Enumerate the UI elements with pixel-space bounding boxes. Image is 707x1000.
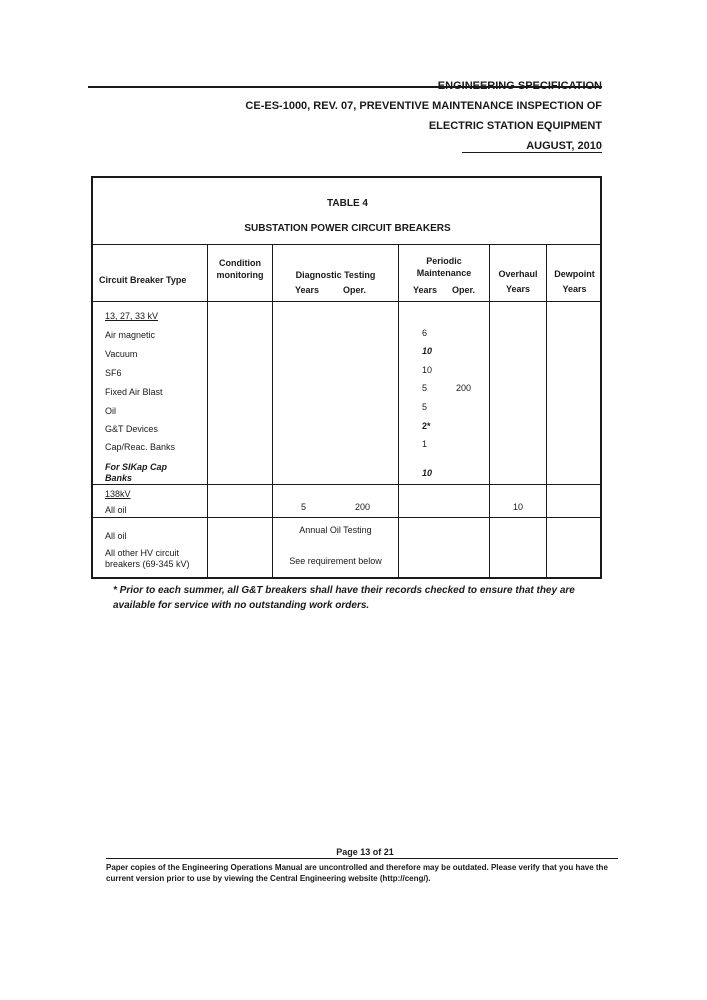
header-periodic-1: Periodic [426,256,462,266]
table-title: SUBSTATION POWER CIRCUIT BREAKERS [244,223,451,234]
section2-diag-years: 5 [301,502,307,512]
row-type: Cap/Reac. Banks [105,442,176,452]
col-divider-4 [489,244,490,579]
header-overhaul-years: Years [505,284,531,294]
doc-date: AUGUST, 2010 [526,140,602,152]
section3-row2-type: All other HV circuit [105,548,180,558]
section3-row2-type-line-2: breakers (69-345 kV) [105,559,190,569]
footer-disclaimer: Paper copies of the Engineering Operations Manual are uncontrolled and therefore may be outdated. Please verify that you have the current version prior to use by viewing the Central Engineering website (http://ceng/). [106,863,608,883]
row-type: Oil [105,406,116,416]
row-type-line-2: Banks [105,473,133,483]
header-periodic-years: Years [413,285,438,295]
table-number: TABLE 4 [327,198,368,209]
header-diag-years: Years [295,285,320,295]
header-divider [93,301,602,302]
breaker-table [91,176,602,579]
doc-line-2: ELECTRIC STATION EQUIPMENT [428,120,602,132]
doc-line: CE-ES-1000, REV. 07, PREVENTIVE MAINTENANCE INSPECTION OF [245,100,602,112]
header-type: Circuit Breaker Type [99,275,187,285]
summer-note: * Prior to each summer, all G&T breakers shall have their records checked to ensure that they are available for service with no outstanding work orders. [113,585,575,611]
section2-diag-oper: 200 [355,502,371,512]
section3-row1-type: All oil [105,531,127,541]
col-divider-1 [207,244,208,579]
col-divider-5 [546,244,547,579]
footer-rule [106,858,618,859]
header-rule-bottom [462,152,602,153]
header-diag: Diagnostic Testing [295,270,376,280]
header-periodic-2: Maintenance [416,268,472,278]
row-periodic-years: 5 [422,402,428,412]
row-periodic-years: 10 [422,365,433,375]
row-periodic-years: 2* [422,421,431,431]
row-type: SF6 [105,368,122,378]
row-periodic-years: 1 [422,439,428,449]
header-dewpoint-years: Years [562,284,587,294]
section2-divider [93,517,602,518]
row-type: For SIKap Cap [105,462,168,472]
row-periodic-years: 10 [422,346,433,356]
section2-overhaul-years: 10 [513,502,524,512]
spec-title: ENGINEERING SPECIFICATION [437,80,602,92]
section1-heading: 13, 27, 33 kV [105,311,159,321]
section1-divider [93,484,602,485]
header-overhaul: Overhaul [498,269,538,279]
section2-heading: 138kV [105,489,131,499]
header-dewpoint: Dewpoint [554,269,595,279]
header-condition-2: monitoring [216,270,264,280]
section3-row2-diag: See requirement below [289,556,382,566]
header-periodic-oper: Oper. [452,285,476,295]
row-type: Air magnetic [105,330,156,340]
page-number: Page 13 of 21 [336,847,394,857]
col-divider-3 [398,244,399,579]
row-type: Vacuum [105,349,138,359]
row-type: Fixed Air Blast [105,387,163,397]
section3-row1-diag: Annual Oil Testing [299,525,372,535]
header-diag-oper: Oper. [343,285,367,295]
row-periodic-years: 5 [422,383,428,393]
row-periodic-oper: 200 [456,383,472,393]
row-periodic-years: 6 [422,328,428,338]
row-periodic-years: 10 [422,468,433,478]
row-type: G&T Devices [105,424,158,434]
title-divider [93,244,602,245]
header-condition-1: Condition [219,258,261,268]
section2-row-type: All oil [105,505,127,515]
